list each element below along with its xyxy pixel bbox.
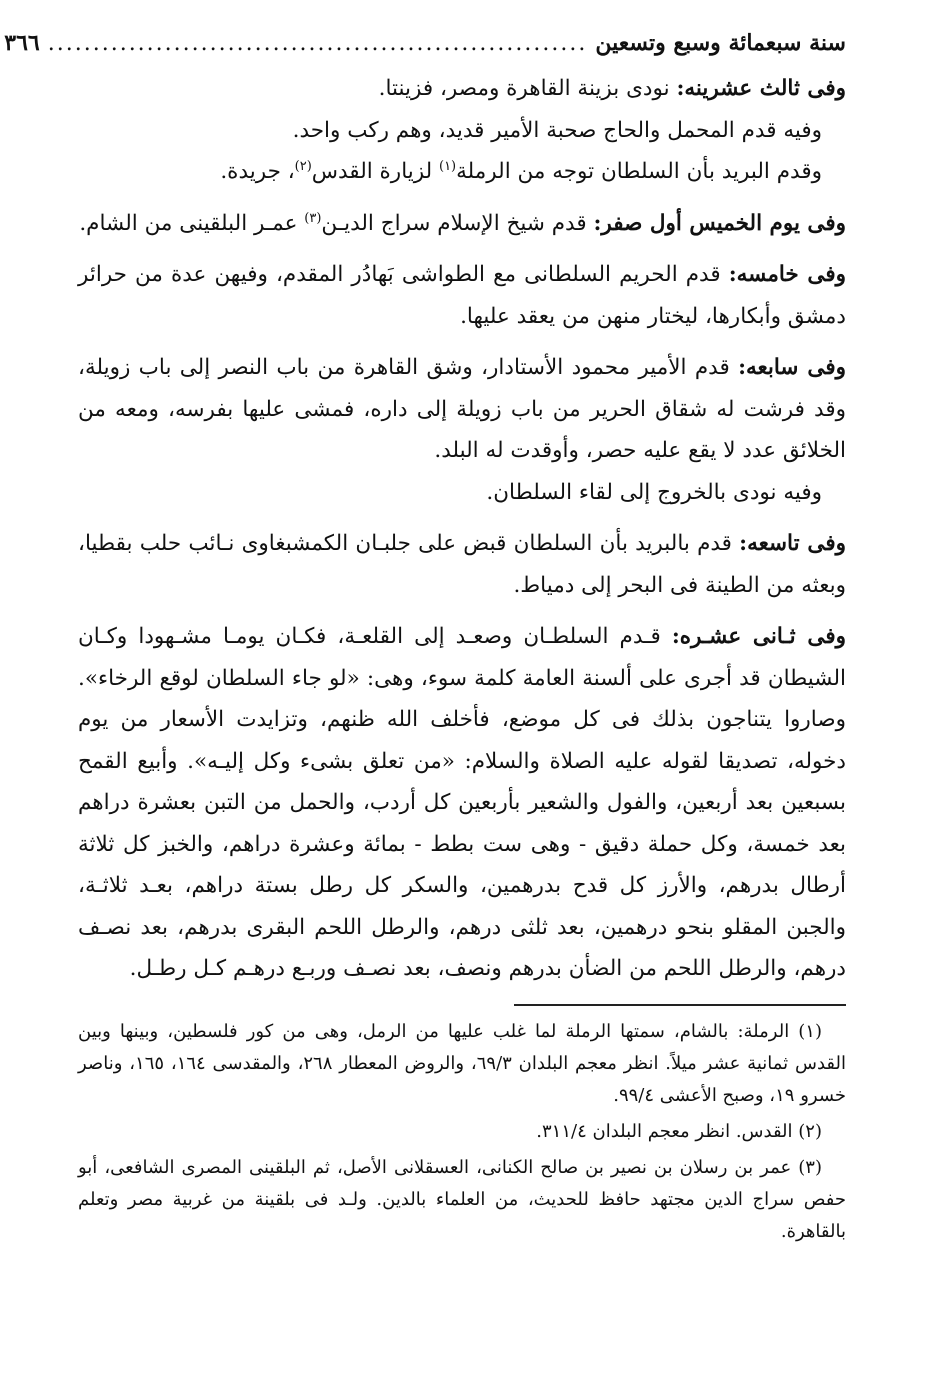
paragraph-text: وفيه نودى بالخروج إلى لقاء السلطان. [486,479,822,505]
leader-dots: ............................................................ [47,31,588,56]
paragraph-lead: وفى خامسه: [728,262,846,287]
book-page [4,30,847,1350]
paragraph-text: قدم بالبريد بأن السلطان قبض على جلبـان الكمشبغاوى نـائب حلب بقطيا، وبعثه من الطينة فى البحر إلى دمياط. [78,531,846,598]
running-head [4,30,846,68]
paragraph-3 [78,151,846,193]
paragraph-2 [78,110,846,152]
footnote-3: (٣) عمر بن رسلان بن نصير بن صالح الكنانى، العسقلانى الأصل، ثم البلقينى المصرى الشافعى، أبو حفص سراج الدين مجتهد حافظ للحديث، من العلماء بالدين. ولـد فى بلقينة من غربية مصر وتعلم بالقاهرة. [78,1156,846,1242]
footnote-1: (١) الرملة: بالشام، سمتها الرملة لما غلب عليها من الرمل، وهى من كور فلسطين، وبينها وبين القدس ثمانية عشر ميلاً. انظر معجم البلدان ٦٩/٣، والروض المعطار ٢٦٨، والمقدسى ١٦٤، ١٦٥، وناصر خسرو ١٩، وصبح الأعشى ٩٩/٤. [78,1020,847,1106]
page-number: ٣٦٦ [4,30,40,56]
footnote-ref-2[interactable]: (٢) [294,158,312,174]
paragraph-4 [78,203,846,245]
footnote-ref-1[interactable]: (١) [438,158,457,174]
paragraph-text: قدم الحريم السلطانى مع الطواشى بَهادُر المقدم، وفيهن عدة من حرائر دمشق وأبكارها، ليختار منهن من يعقد عليها. [78,262,846,329]
paragraph-lead: وفى سابعه: [738,355,847,380]
footnote-2: (٢) القدس. انظر معجم البلدان ٣١١/٤. [536,1120,822,1142]
paragraph-lead: وفى يوم الخميس أول صفر: [593,210,846,236]
paragraph-text: قـدم السلطـان وصعـد إلى القلعـة، فكـان يومـا مشـهودا وكـان الشيطان قد أجرى على ألسنة العامة كلمة سوء، وهى: «لو جاء السلطان لوقع الرخاء». وصاروا يتناجون بذلك فى كل موضع، فأخلف الله ظنهم، وتزايدت الأسعار من يوم دخوله، تصديقا لقوله عليه الصلاة والسلام: «من تعلق بشىء وكل إليـه». وأبيع القمح بسبعين بعد أربعين، والفول والشعير بأربعين كل أردب، والحمل من التبن بعشرة دراهم بعد خمسة، وكل حملة دقيق - وهى ست بطط - بمائة وعشرة دراهم، والخبز كل ثلاثة أرطال بدرهم، والأرز كل قدح بدرهمين، والسكر كل رطل بستة دراهم، بعـد ثلاثـة، والجبن المقلو بنحو درهمين، بعد ثلثى درهم، والرطل اللحم البقرى بدرهم، بعد نصـف درهم، والرطل اللحم من الضأن بدرهم ونصف، بعد نصـف وربـع درهـم كـل رطـل. [78,624,846,981]
paragraph-5 [78,254,846,337]
paragraph-8 [78,523,846,606]
paragraph-lead: وفى ثالث عشرينه: [676,76,846,101]
paragraph-7 [78,472,846,514]
main-text [78,68,846,990]
paragraph-text: نودى بزينة القاهرة ومصر، فزينتا. [378,76,677,101]
paragraph-lead: وفى ثـانى عشـره: [671,624,846,649]
paragraph-lead: وفى تاسعه: [739,531,847,556]
paragraph-text: قدم الأمير محمود الأستادار، وشق القاهرة من باب النصر إلى باب زويلة، وقد فرشت له شقاق الحرير من باب زويلة إلى داره، فمشى عليها بفرسه، ومعه من الخلائق عدد لا يقع عليه حصر، وأوقدت له البلد. [78,355,846,463]
paragraph-text: وفيه قدم المحمل والحاج صحبة الأمير قديد، وهم ركب واحد. [292,117,822,143]
paragraph-text: وقدم البريد بأن السلطان توجه من الرملة [456,159,822,184]
paragraph-text: ، جريدة. [220,159,295,184]
footnote-divider [514,1004,846,1006]
footnote-ref-3[interactable]: (٣) [304,210,322,226]
paragraph-1 [78,68,846,110]
paragraph-6 [78,347,846,472]
footnotes [78,1016,846,1248]
running-head-title: سنة سبعمائة وسبع وتسعين [595,30,846,56]
paragraph-text: عمـر البلقينى من الشام. [79,210,305,236]
paragraph-text: قدم شيخ الإسلام سراج الديـن [321,210,594,236]
paragraph-9 [78,616,846,990]
paragraph-text: لزيارة القدس [311,159,439,184]
